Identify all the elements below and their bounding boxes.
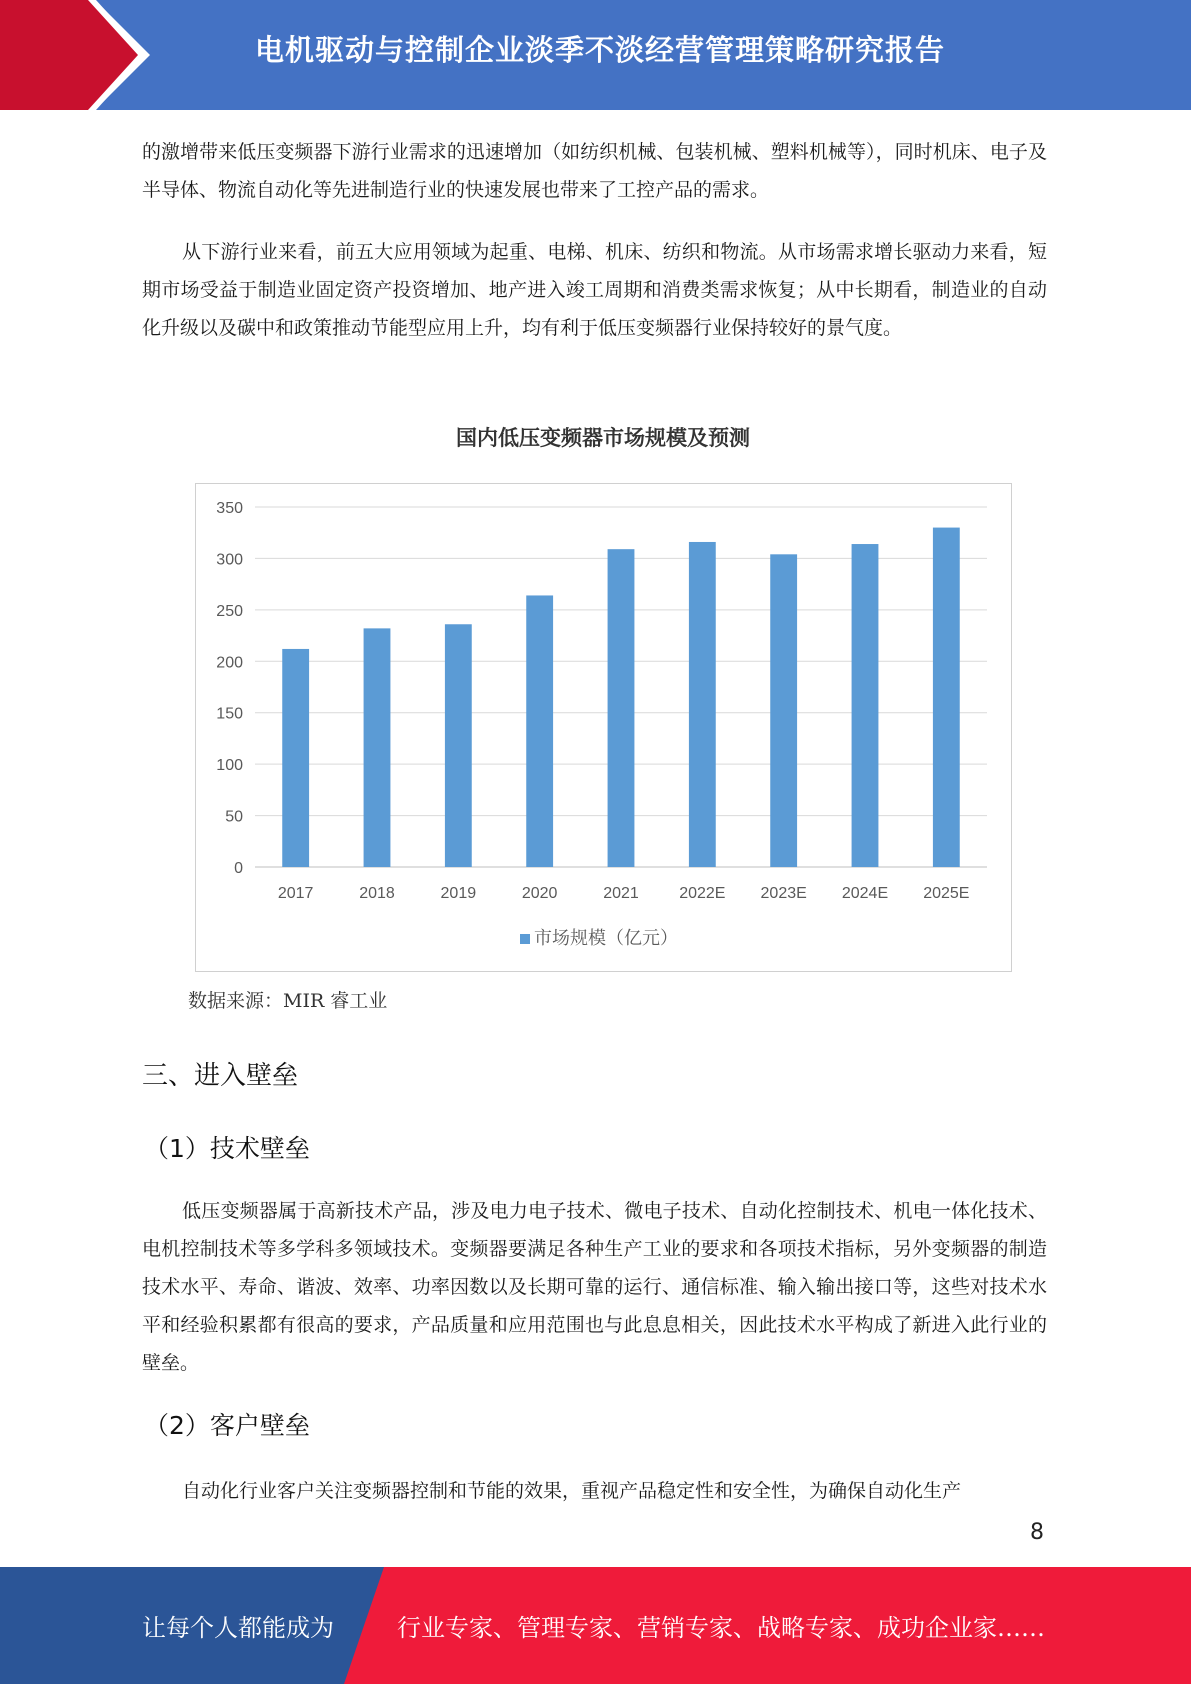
page-header: [0, 0, 1191, 110]
subheading-customer-barrier: （2）客户壁垒: [144, 1411, 310, 1440]
y-tick-label: 250: [216, 602, 243, 620]
y-tick-label: 150: [216, 705, 243, 723]
x-tick-label: 2018: [359, 885, 395, 902]
y-tick-label: 50: [225, 808, 243, 826]
y-tick-label: 300: [216, 551, 243, 569]
x-tick-label: 2017: [277, 885, 314, 902]
paragraph-downstream: 从下游行业来看，前五大应用领域为起重、电梯、机床、纺织和物流。从市场需求增长驱动力来看，短期市场受益于制造业固定资产投资增加、地产进入竣工周期和消费类需求恢复；从中长期看，制造业的自动化升级以及碳中和政策推动节能型应用上升，均有利于低压变频器行业保持较好的景气度。: [142, 241, 1047, 339]
x-tick-label: 2020: [521, 885, 558, 902]
footer-slogan-left: 让每个人都能成为: [142, 1614, 334, 1642]
x-tick-label: 2022E: [679, 885, 726, 902]
bar: [933, 528, 960, 867]
paragraph-demand: 的激增带来低压变频器下游行业需求的迅速增加（如纺织机械、包装机械、塑料机械等），同时机床、电子及半导体、物流自动化等先进制造行业的快速发展也带来了工控产品的需求。: [142, 141, 1047, 201]
bar-chart: [195, 483, 1012, 972]
section-heading-entry-barriers: 三、进入壁垒: [142, 1061, 299, 1091]
y-tick-label: 0: [234, 860, 243, 877]
bar: [770, 554, 797, 867]
report-title: 电机驱动与控制企业淡季不淡经营管理策略研究报告: [254, 33, 945, 67]
paragraph-customer-barrier: 自动化行业客户关注变频器控制和节能的效果，重视产品稳定性和安全性，为确保自动化生产: [182, 1480, 962, 1502]
subheading-technical-barrier: （1）技术壁垒: [144, 1134, 310, 1163]
x-tick-label: 2025E: [923, 885, 970, 902]
bar: [852, 544, 879, 867]
y-tick-label: 350: [216, 500, 243, 517]
legend-swatch: [520, 934, 530, 944]
bar: [608, 549, 635, 867]
x-tick-label: 2024E: [841, 885, 889, 902]
bar: [445, 624, 472, 867]
bar: [282, 649, 309, 867]
footer-slogan-right: 行业专家、管理专家、营销专家、战略专家、成功企业家……: [397, 1614, 1045, 1642]
bar: [364, 628, 391, 867]
x-tick-label: 2023E: [760, 885, 807, 902]
chart-title: 国内低压变频器市场规模及预测: [456, 426, 750, 450]
y-tick-label: 100: [216, 757, 243, 775]
y-tick-label: 200: [216, 654, 243, 672]
x-tick-label: 2019: [440, 885, 477, 902]
page-footer: [0, 1567, 1191, 1684]
legend-label: 市场规模（亿元）: [534, 928, 678, 949]
page-number: 8: [1030, 1520, 1044, 1545]
header-arrow-decoration: [0, 0, 150, 110]
paragraph-technical-barrier: 低压变频器属于高新技术产品，涉及电力电子技术、微电子技术、自动化控制技术、机电一体化技术、电机控制技术等多学科多领域技术。变频器要满足各种生产工业的要求和各项技术指标，另外变频器的制造技术水平、寿命、谐波、效率、功率因数以及长期可靠的运行、通信标准、输入输出接口等，这些对技术水平和经验积累都有很高的要求，产品质量和应用范围也与此息息相关，因此技术水平构成了新进入此行业的壁垒。: [142, 1200, 1047, 1374]
bar: [526, 595, 553, 867]
bar: [689, 542, 716, 867]
data-source: 数据来源：MIR 睿工业: [188, 990, 388, 1012]
x-tick-label: 2021: [603, 885, 639, 902]
